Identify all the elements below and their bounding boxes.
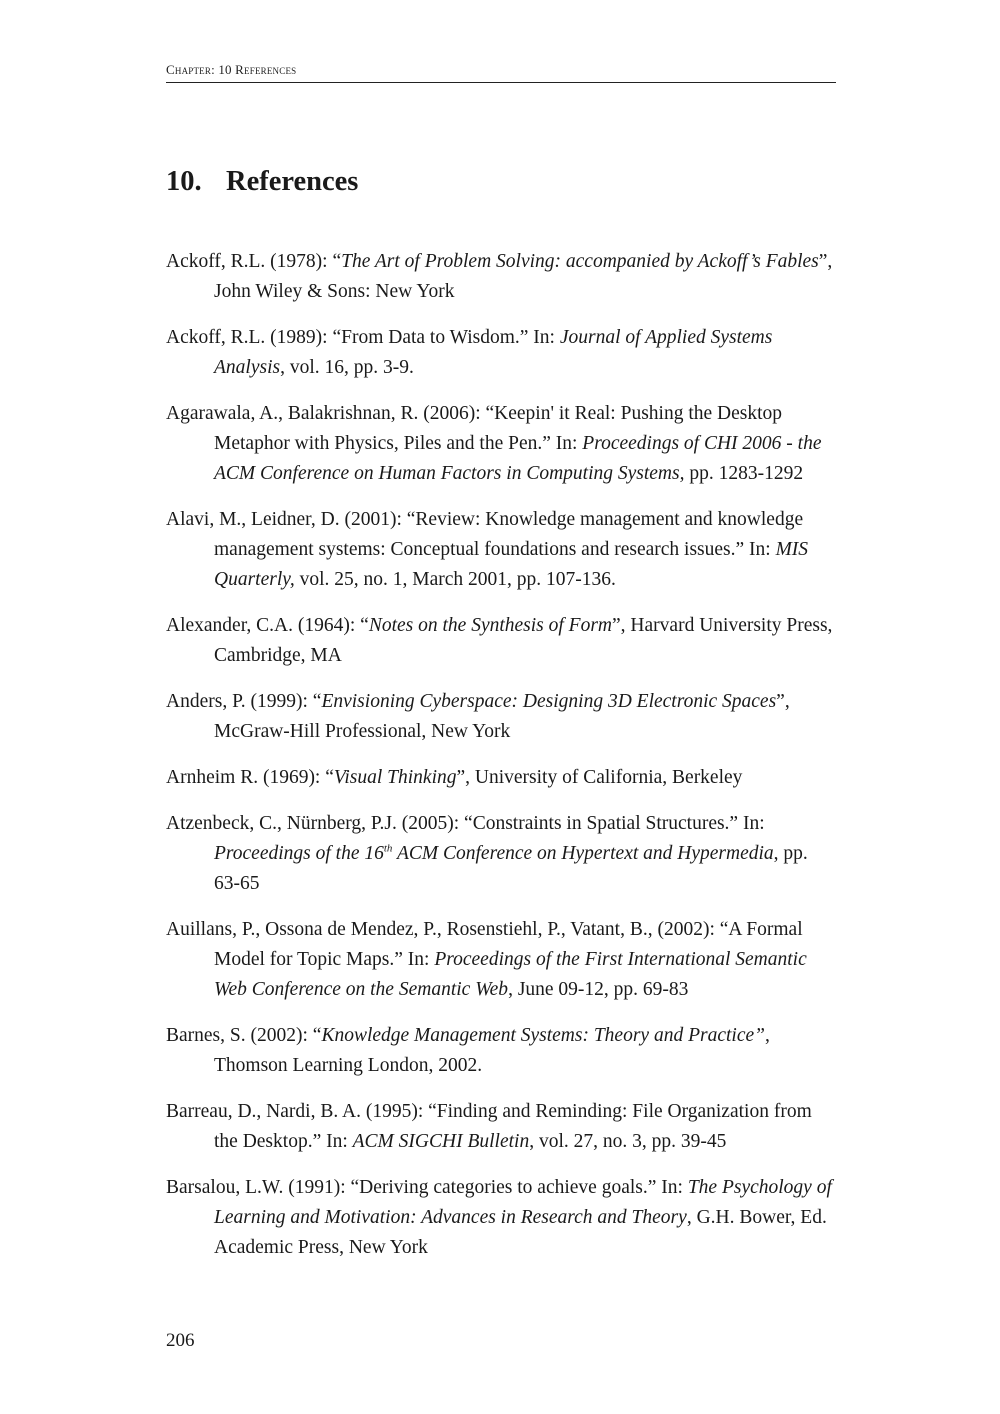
reference-entry	[166, 323, 838, 383]
reference-italic-segment: Proceedings of the 16	[214, 843, 384, 864]
reference-text-segment: , vol. 16, pp. 3-9.	[280, 357, 414, 378]
reference-italic-segment: Knowledge Management Systems: Theory and Practice”	[321, 1025, 765, 1046]
reference-italic-segment: Journal of Applied Systems Analysis	[214, 327, 773, 378]
reference-list	[166, 247, 838, 1279]
reference-text-segment: Auillans, P., Ossona de Mendez, P., Rosenstiehl, P., Vatant, B., (2002): “A Formal Model for Topic Maps.” In:	[166, 919, 803, 970]
reference-text-segment: Ackoff, R.L. (1978): “	[166, 251, 342, 272]
reference-entry	[166, 1173, 838, 1263]
reference-italic-segment: ACM Conference on Hypertext and Hypermedia	[392, 843, 774, 864]
reference-entry	[166, 809, 838, 899]
reference-superscript-segment: th	[383, 842, 393, 855]
reference-text-segment: pp. 1283-1292	[684, 463, 804, 484]
reference-text-segment: ”, Harvard University Press, Cambridge, MA	[214, 615, 833, 666]
reference-italic-segment: ,	[353, 569, 359, 590]
reference-text-segment: Arnheim R. (1969): “	[166, 767, 334, 788]
reference-text-segment: no. 1, March 2001, pp. 107-136.	[358, 569, 616, 590]
reference-text-segment: Alavi, M., Leidner, D. (2001): “Review: Knowledge management and knowledge management systems: Conceptual foundations and research issues.” In:	[166, 509, 804, 560]
reference-italic-segment: Proceedings of the First International Semantic Web Conference on the Semantic Web	[214, 949, 807, 1000]
reference-italic-segment: ACM SIGCHI Bulletin	[352, 1131, 530, 1152]
reference-italic-segment: Envisioning Cyberspace: Designing 3D Electronic Spaces	[321, 691, 777, 712]
running-header	[166, 61, 836, 83]
reference-entry	[166, 399, 838, 489]
reference-text-segment: Agarawala, A., Balakrishnan, R. (2006): “Keepin' it Real: Pushing the Desktop Metaphor with Physics, Piles and the Pen.” In:	[166, 403, 783, 454]
reference-italic-segment: Visual Thinking	[333, 767, 457, 788]
reference-text-segment: , Thomson Learning London, 2002.	[214, 1025, 770, 1076]
running-header-title: Chapter: 10 References	[166, 62, 297, 77]
chapter-heading	[166, 166, 358, 198]
reference-text-segment: ”, University of California, Berkeley	[456, 767, 743, 788]
reference-text-segment: Barreau, D., Nardi, B. A. (1995): “Finding and Reminding: File Organization from the Desktop.” In:	[166, 1101, 812, 1152]
reference-text-segment: Atzenbeck, C., Nürnberg, P.J. (2005): “Constraints in Spatial Structures.” In:	[166, 813, 765, 834]
reference-text-segment: , vol. 27, no. 3, pp. 39-45	[529, 1131, 727, 1152]
chapter-title: References	[226, 166, 359, 197]
reference-text-segment: ”, John Wiley & Sons: New York	[214, 251, 833, 302]
reference-italic-segment: The Psychology of Learning and Motivation: Advances in Research and Theory	[214, 1177, 832, 1228]
reference-italic-segment: MIS Quarterly,	[214, 539, 809, 590]
chapter-number: 10.	[166, 166, 202, 197]
reference-text-segment: Anders, P. (1999): “	[166, 691, 322, 712]
reference-text-segment: , G.H. Bower, Ed. Academic Press, New York	[214, 1207, 827, 1258]
reference-italic-segment: Notes on the Synthesis of Form	[368, 615, 613, 636]
reference-text-segment: ”, McGraw-Hill Professional, New York	[214, 691, 790, 742]
reference-entry	[166, 763, 838, 793]
reference-text-segment: Barnes, S. (2002): “	[166, 1025, 322, 1046]
reference-entry	[166, 687, 838, 747]
reference-entry	[166, 247, 838, 307]
reference-text-segment: Ackoff, R.L. (1989): “From Data to Wisdom.” In:	[166, 327, 560, 348]
reference-italic-segment: Proceedings of CHI 2006 - the ACM Conference on Human Factors in Computing Systems,	[214, 433, 822, 484]
reference-italic-segment: The Art of Problem Solving: accompanied by Ackoff’s Fables	[341, 251, 819, 272]
reference-entry	[166, 1097, 838, 1157]
reference-entry	[166, 505, 838, 595]
reference-entry	[166, 611, 838, 671]
reference-text-segment: vol. 25	[294, 569, 354, 590]
page-number: 206	[166, 1330, 195, 1351]
reference-entry	[166, 915, 838, 1005]
reference-entry	[166, 1021, 838, 1081]
reference-text-segment: Barsalou, L.W. (1991): “Deriving categories to achieve goals.” In:	[166, 1177, 688, 1198]
reference-text-segment: , pp. 63-65	[214, 843, 808, 894]
reference-text-segment: , June 09-12, pp. 69-83	[508, 979, 689, 1000]
reference-text-segment: Alexander, C.A. (1964): “	[166, 615, 369, 636]
